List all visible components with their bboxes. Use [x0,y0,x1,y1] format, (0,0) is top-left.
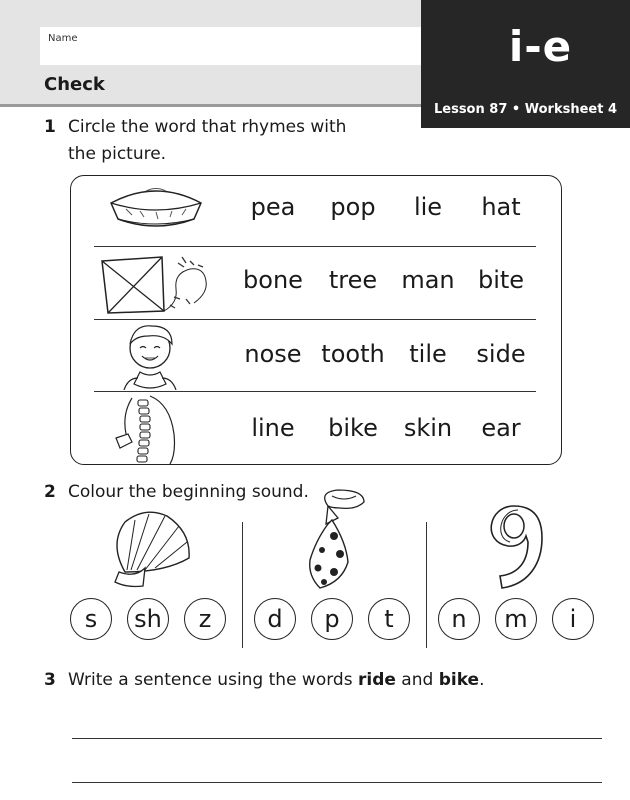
name-field[interactable] [40,27,425,65]
smiling-child-icon [118,322,188,390]
lesson-tab [421,0,630,128]
row-divider [94,391,536,392]
shell-icon [105,508,197,590]
letter-label: i [569,605,577,633]
word-option[interactable]: tree [328,266,378,294]
question-1-number: 1 [44,117,56,137]
question-2-number: 2 [44,482,56,502]
group-divider [242,522,243,648]
name-label: Name [48,33,78,44]
word-option[interactable]: line [251,414,295,442]
question-3-text-mid: and [395,670,439,690]
word-option[interactable]: bone [243,266,303,294]
letter-circle[interactable] [495,598,537,640]
word-option[interactable]: pop [330,193,376,221]
writing-line[interactable] [72,782,602,783]
letter-label: d [267,605,283,633]
nine-icon [478,502,550,592]
question-1-line-2: the picture. [68,144,167,164]
lesson-info: Lesson 87 • Worksheet 4 [433,102,617,117]
phonics-title: i-e [508,22,573,71]
word-option[interactable]: bike [328,414,378,442]
letter-circle[interactable] [368,598,410,640]
pie-icon [106,183,206,238]
writing-line[interactable] [72,738,602,739]
question-3-text-end: . [479,670,485,690]
letter-label: m [504,605,528,633]
question-2-text: Colour the beginning sound. [68,482,309,502]
spine-icon [112,394,184,464]
question-3-text [68,667,484,694]
letter-circle[interactable] [184,598,226,640]
keyword-bike: bike [438,670,480,690]
question-3-text-start: Write a sentence using the words [68,670,358,690]
letter-circle[interactable] [552,598,594,640]
kite-icon [98,253,216,315]
tie-icon [298,488,370,594]
letter-circle[interactable] [127,598,169,640]
word-option[interactable]: nose [244,340,302,368]
word-option[interactable]: ear [481,414,521,442]
section-title: Check [44,74,105,95]
word-option[interactable]: tile [409,340,447,368]
word-option[interactable]: tooth [321,340,385,368]
letter-label: p [324,605,340,633]
letter-circle[interactable] [254,598,296,640]
word-option[interactable]: skin [403,414,453,442]
letter-label: t [384,605,394,633]
row-divider [94,319,536,320]
letter-label: n [451,605,467,633]
word-option[interactable]: side [476,340,526,368]
letter-circle[interactable] [438,598,480,640]
row-divider [94,246,536,247]
letter-circle[interactable] [311,598,353,640]
letter-label: sh [134,605,162,633]
letter-label: s [84,605,98,633]
word-option[interactable]: lie [413,193,443,221]
letter-label: z [198,605,212,633]
letter-circle[interactable] [70,598,112,640]
question-3-number: 3 [44,670,56,690]
word-option[interactable]: bite [477,266,525,294]
keyword-ride: ride [357,670,396,690]
word-option[interactable]: hat [481,193,521,221]
group-divider [426,522,427,648]
question-1-line-1: Circle the word that rhymes with [68,117,347,137]
word-option[interactable]: man [401,266,455,294]
word-option[interactable]: pea [250,193,296,221]
